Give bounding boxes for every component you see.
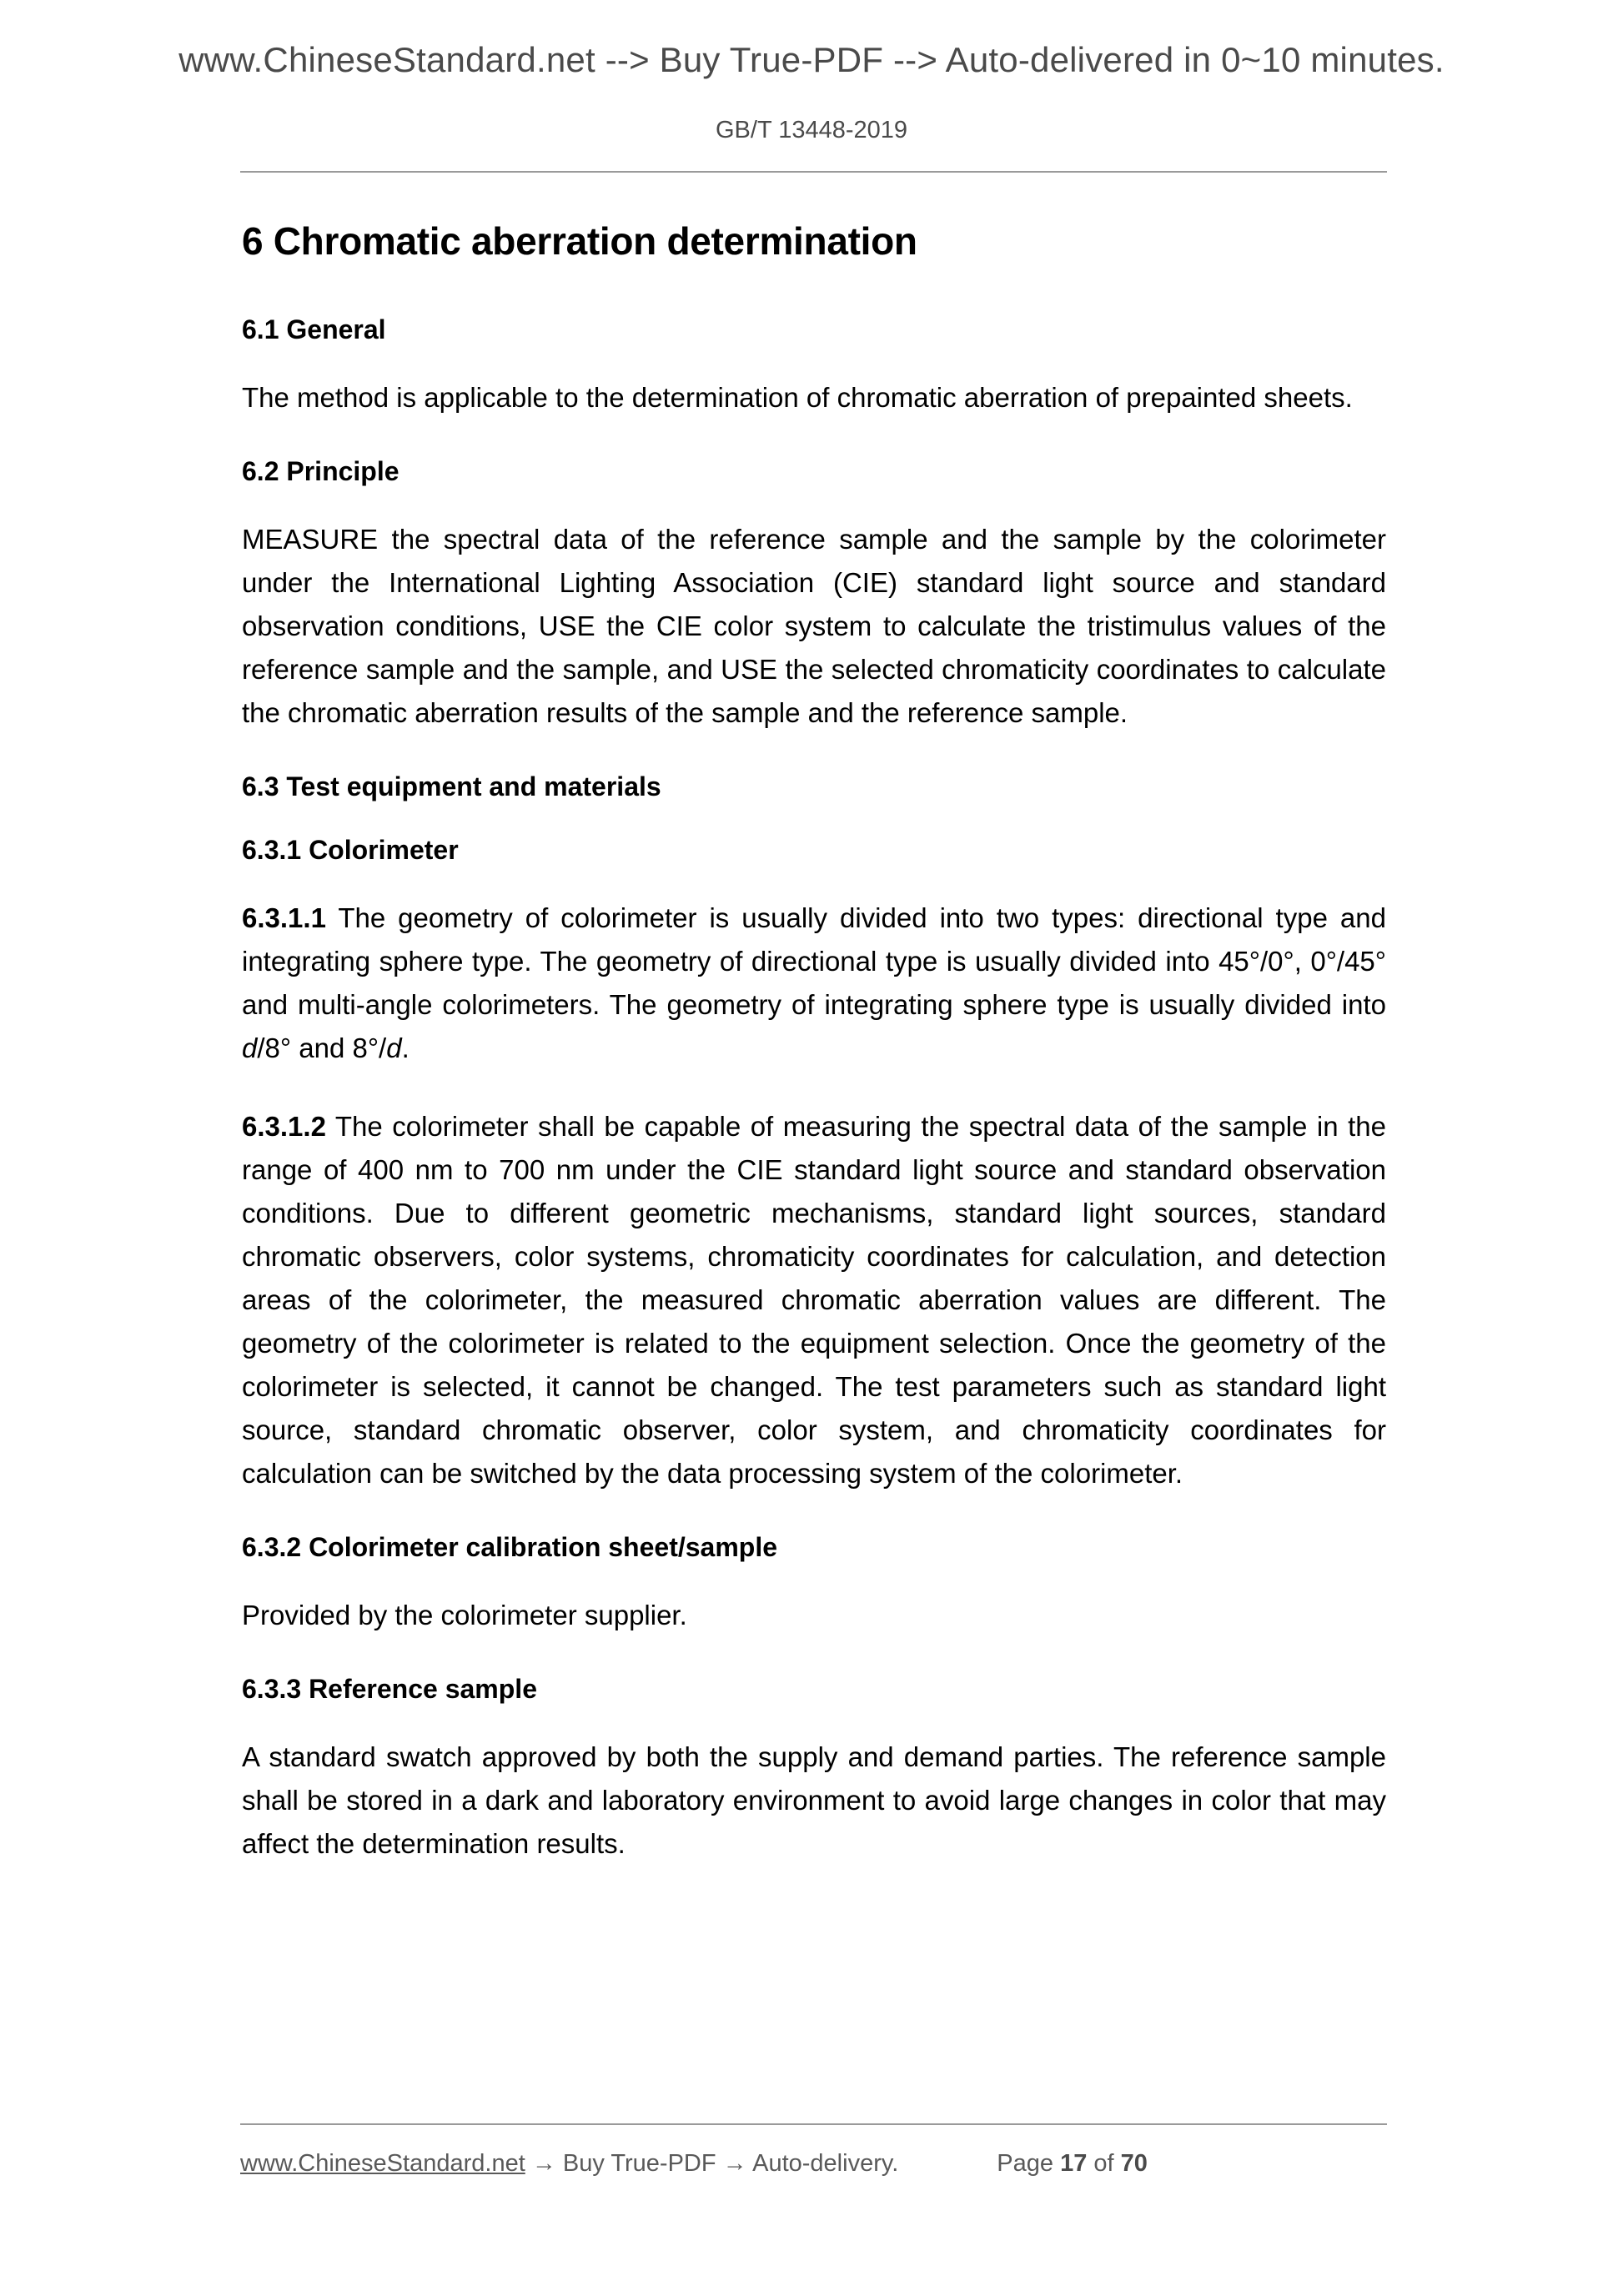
- section-heading-6-3-3: 6.3.3 Reference sample: [242, 1674, 537, 1705]
- paragraph-6-3-1-1: [242, 897, 1386, 1070]
- section-heading-6-2: 6.2 Principle: [242, 456, 399, 487]
- italic-symbol-d-1: d: [242, 1032, 258, 1064]
- clause-label-6-3-1-2: 6.3.1.2: [242, 1111, 326, 1143]
- clause-text-6-3-1-1-c: .: [401, 1032, 410, 1064]
- clause-text-6-3-1-2: The colorimeter shall be capable of measuring the spectral data of the sample in the range of 400 nm to 700 nm under the CIE standard light source and standard observation conditions. Due to different geometric mechanisms, standard light sources, standard chromatic observers, color systems, chromaticity coordinates for calculation, and detection areas of the colorimeter, the measured chromatic aberration values are different. The geometry of the colorimeter is related to the equipment selection. Once the geometry of the colorimeter is selected, it cannot be changed. The test parameters such as standard light source, standard chromatic observer, color system, and chromaticity coordinates for calculation can be switched by the data processing system of the colorimeter.: [242, 1111, 1386, 1490]
- clause-label-6-3-1-1: 6.3.1.1: [242, 902, 326, 934]
- page-title: 6 Chromatic aberration determination: [242, 219, 917, 263]
- paragraph-6-3-1-2: [242, 1105, 1386, 1495]
- section-heading-6-3: 6.3 Test equipment and materials: [242, 771, 661, 802]
- page-content: [242, 219, 1386, 1901]
- section-heading-6-3-1: 6.3.1 Colorimeter: [242, 835, 459, 866]
- standard-number: GB/T 13448-2019: [715, 117, 908, 143]
- section-heading-6-3-2: 6.3.2 Colorimeter calibration sheet/sample: [242, 1532, 778, 1563]
- footer-site-link[interactable]: www.ChineseStandard.net: [240, 2150, 525, 2177]
- footer-promo-text: → Buy True-PDF → Auto-delivery.: [525, 2150, 899, 2177]
- paragraph-6-3-3: A standard swatch approved by both the supply and demand parties. The reference sample shall be stored in a dark and laboratory environment to avoid large changes in color that may affect the determination results.: [242, 1741, 1386, 1860]
- section-heading-6-1: 6.1 General: [242, 314, 386, 345]
- footer-divider: [240, 2123, 1387, 2125]
- page-footer: [240, 2150, 1387, 2178]
- header-divider: [240, 171, 1387, 173]
- paragraph-6-3-2: Provided by the colorimeter supplier.: [242, 1600, 687, 1631]
- clause-text-6-3-1-1-a: The geometry of colorimeter is usually divided into two types: directional type and integrating sphere type. The geometry of directional type is usually divided into 45°/0°, 0°/45° and multi-angle colorimeters. The geometry of integrating sphere type is usually divided into: [242, 902, 1386, 1021]
- clause-text-6-3-1-1-b: /8° and 8°/: [257, 1032, 387, 1064]
- total-page-number: 70: [1120, 2150, 1148, 2177]
- page-word: Page: [997, 2150, 1053, 2177]
- of-word: of: [1093, 2150, 1114, 2177]
- italic-symbol-d-2: d: [386, 1032, 402, 1064]
- paragraph-6-2: MEASURE the spectral data of the reference sample and the sample by the colorimeter under the International Lighting Association (CIE) standard light source and standard observation conditions, USE the CIE color system to calculate the tristimulus values of the reference sample and the sample, and USE the selected chromaticity coordinates to calculate the chromatic aberration results of the sample and the reference sample.: [242, 524, 1386, 729]
- footer-promo: [240, 2150, 898, 2178]
- paragraph-6-1: The method is applicable to the determination of chromatic aberration of prepainted sheets.: [242, 382, 1353, 414]
- header-watermark: www.ChineseStandard.net --> Buy True-PDF --> Auto-delivered in 0~10 minutes.: [178, 40, 1445, 79]
- current-page-number: 17: [1060, 2150, 1088, 2177]
- page-indicator: [997, 2150, 1148, 2178]
